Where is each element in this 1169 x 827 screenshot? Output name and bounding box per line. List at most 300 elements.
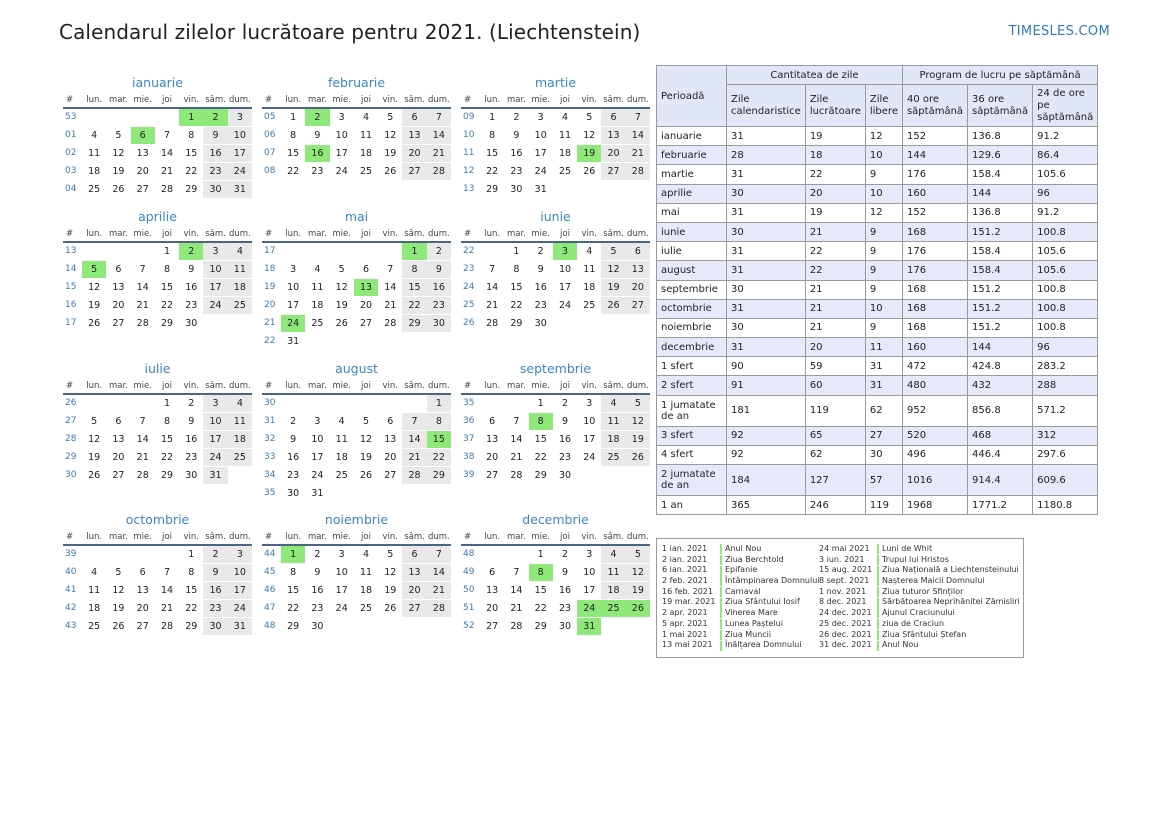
empty-day — [626, 466, 650, 484]
day-cell: 4 — [228, 394, 252, 412]
day-cell: 8 — [281, 563, 305, 581]
day-cell: 30 — [281, 484, 305, 502]
stats-row — [657, 146, 1098, 165]
weekday-header: # — [63, 529, 82, 545]
day-cell: 27 — [601, 162, 625, 180]
day-cell: 3 — [203, 242, 227, 260]
week-row — [262, 484, 451, 502]
weekday-header: sâm. — [402, 92, 426, 108]
period-label: iunie — [657, 222, 727, 241]
day-cell: 11 — [601, 412, 625, 430]
holiday-marker — [877, 619, 879, 629]
week-number: 10 — [461, 126, 480, 144]
stats-value: 30 — [727, 318, 806, 337]
stats-value: 152 — [902, 127, 967, 146]
stats-value: 288 — [1033, 376, 1098, 395]
weekday-header: joi — [354, 529, 378, 545]
month-table — [63, 529, 252, 636]
brand-link[interactable]: TIMESLES.COM — [1008, 24, 1110, 39]
weekday-header: sâm. — [402, 529, 426, 545]
day-cell: 25 — [228, 448, 252, 466]
stats-value: 105.6 — [1033, 261, 1098, 280]
day-cell: 11 — [553, 126, 577, 144]
stats-value: 22 — [805, 165, 865, 184]
day-cell: 29 — [529, 466, 553, 484]
empty-day — [354, 617, 378, 635]
holiday-marker — [720, 608, 722, 618]
day-cell: 11 — [82, 581, 106, 599]
holiday-date: 16 feb. 2021 — [662, 586, 713, 596]
day-cell: 2 — [427, 242, 451, 260]
day-cell: 5 — [626, 394, 650, 412]
day-cell: 18 — [577, 278, 601, 296]
day-cell: 14 — [155, 581, 179, 599]
holiday-marker — [720, 630, 722, 640]
stats-value: 92 — [727, 445, 806, 464]
week-row — [262, 260, 451, 278]
holiday-marker — [720, 566, 722, 576]
day-cell: 31 — [228, 180, 252, 198]
stats-value: 119 — [805, 395, 865, 426]
empty-day — [626, 180, 650, 198]
empty-day — [427, 617, 451, 635]
day-cell: 1 — [179, 545, 203, 563]
day-cell: 3 — [330, 545, 354, 563]
holiday-marker — [877, 630, 879, 640]
day-cell: 1 — [529, 545, 553, 563]
stats-value: 12 — [865, 127, 902, 146]
day-cell: 26 — [601, 296, 625, 314]
stats-value: 151.2 — [968, 318, 1033, 337]
empty-day — [378, 394, 402, 412]
empty-day — [601, 466, 625, 484]
day-cell: 14 — [131, 278, 155, 296]
weekday-header: # — [461, 529, 480, 545]
day-cell: 12 — [378, 563, 402, 581]
day-cell: 5 — [330, 260, 354, 278]
week-row — [461, 260, 650, 278]
day-cell: 2 — [504, 108, 528, 126]
empty-day — [626, 617, 650, 635]
holiday-item — [662, 544, 820, 555]
sub-header: Zile lucrătoare — [805, 85, 865, 127]
week-number: 15 — [63, 278, 82, 296]
week-row — [262, 466, 451, 484]
day-cell: 10 — [281, 278, 305, 296]
weekday-header: vin. — [179, 529, 203, 545]
week-row — [461, 430, 650, 448]
empty-day — [82, 242, 106, 260]
week-row — [461, 448, 650, 466]
stats-value: 151.2 — [968, 280, 1033, 299]
week-number: 32 — [262, 430, 281, 448]
day-cell: 16 — [553, 581, 577, 599]
day-cell: 23 — [553, 448, 577, 466]
day-cell: 3 — [577, 394, 601, 412]
day-cell: 1 — [504, 242, 528, 260]
week-number: 11 — [461, 144, 480, 162]
empty-day — [106, 108, 130, 126]
day-cell: 6 — [106, 412, 130, 430]
stats-value: 86.4 — [1033, 146, 1098, 165]
month-name: august — [335, 361, 378, 376]
day-cell: 5 — [82, 412, 106, 430]
weekday-header: mar. — [106, 226, 130, 242]
empty-day — [131, 545, 155, 563]
stats-value: 31 — [727, 242, 806, 261]
week-row — [63, 412, 252, 430]
weekday-header: sâm. — [601, 378, 625, 394]
week-row — [63, 563, 252, 581]
month-octombrie — [63, 511, 252, 636]
holiday-day: 3 — [553, 242, 577, 260]
stats-value: 158.4 — [968, 165, 1033, 184]
stats-value: 20 — [805, 184, 865, 203]
stats-value: 151.2 — [968, 299, 1033, 318]
holiday-date: 25 dec. 2021 — [819, 618, 872, 628]
empty-day — [155, 108, 179, 126]
day-cell: 30 — [305, 617, 329, 635]
stats-value: 31 — [727, 338, 806, 357]
day-cell: 7 — [131, 412, 155, 430]
day-cell: 24 — [203, 296, 227, 314]
weekday-header: dum. — [228, 529, 252, 545]
day-cell: 25 — [354, 599, 378, 617]
week-row — [461, 581, 650, 599]
day-cell: 19 — [82, 296, 106, 314]
holiday-name: ziua de Craciun — [882, 618, 945, 628]
day-cell: 31 — [529, 180, 553, 198]
holiday-marker — [720, 555, 722, 565]
day-cell: 19 — [626, 581, 650, 599]
weekday-header: lun. — [480, 529, 504, 545]
day-cell: 18 — [228, 430, 252, 448]
stats-value: 31 — [865, 357, 902, 376]
day-cell: 9 — [305, 126, 329, 144]
day-cell: 18 — [601, 430, 625, 448]
day-cell: 21 — [504, 448, 528, 466]
stats-value: 100.8 — [1033, 299, 1098, 318]
stats-value: 31 — [727, 203, 806, 222]
day-cell: 23 — [504, 162, 528, 180]
week-row — [262, 144, 451, 162]
day-cell: 21 — [131, 296, 155, 314]
stats-value: 9 — [865, 280, 902, 299]
day-cell: 22 — [529, 448, 553, 466]
weekday-header: dum. — [626, 226, 650, 242]
stats-value: 105.6 — [1033, 165, 1098, 184]
weekday-header: lun. — [480, 226, 504, 242]
stats-row — [657, 280, 1098, 299]
day-cell: 28 — [480, 314, 504, 332]
day-cell: 28 — [402, 466, 426, 484]
week-row — [63, 108, 252, 126]
weekday-header: joi — [553, 92, 577, 108]
empty-day — [577, 180, 601, 198]
day-cell: 29 — [179, 617, 203, 635]
holiday-name: Întâmpinarea Domnului — [725, 576, 820, 586]
month-martie — [461, 74, 650, 199]
holiday-item — [662, 576, 820, 587]
weekday-header: lun. — [281, 226, 305, 242]
weekday-header: # — [461, 226, 480, 242]
month-aprilie — [63, 208, 252, 333]
day-cell: 26 — [106, 617, 130, 635]
day-cell: 29 — [529, 617, 553, 635]
weekday-header: vin. — [179, 378, 203, 394]
stats-row — [657, 426, 1098, 445]
day-cell: 23 — [203, 599, 227, 617]
stats-row — [657, 261, 1098, 280]
stats-value: 19 — [805, 127, 865, 146]
stats-value: 21 — [805, 280, 865, 299]
day-cell: 17 — [228, 581, 252, 599]
week-row — [262, 581, 451, 599]
stats-value: 246 — [805, 496, 865, 515]
month-table — [262, 378, 451, 503]
weekday-header: sâm. — [402, 378, 426, 394]
month-table — [63, 378, 252, 485]
day-cell: 25 — [553, 162, 577, 180]
day-cell: 6 — [378, 412, 402, 430]
day-cell: 24 — [228, 599, 252, 617]
week-row — [262, 430, 451, 448]
holiday-name: Ajunul Craciunului — [882, 608, 955, 618]
day-cell: 22 — [529, 599, 553, 617]
day-cell: 5 — [577, 108, 601, 126]
day-cell: 20 — [131, 599, 155, 617]
day-cell: 26 — [378, 599, 402, 617]
day-cell: 15 — [155, 278, 179, 296]
day-cell: 22 — [179, 599, 203, 617]
week-row — [262, 599, 451, 617]
week-number: 51 — [461, 599, 480, 617]
day-cell: 15 — [155, 430, 179, 448]
stats-value: 9 — [865, 222, 902, 241]
day-cell: 22 — [281, 162, 305, 180]
stats-row — [657, 184, 1098, 203]
day-cell: 23 — [203, 162, 227, 180]
period-label: 2 sfert — [657, 376, 727, 395]
stats-value: 520 — [902, 426, 967, 445]
week-row — [262, 448, 451, 466]
week-number: 49 — [461, 563, 480, 581]
holiday-date: 1 nov. 2021 — [819, 586, 867, 596]
period-label: 2 jumatate de an — [657, 465, 727, 496]
weekday-header: sâm. — [402, 226, 426, 242]
day-cell: 31 — [203, 466, 227, 484]
month-table — [461, 226, 650, 333]
day-cell: 28 — [504, 466, 528, 484]
week-number: 30 — [63, 466, 82, 484]
weekday-header: joi — [155, 529, 179, 545]
stats-value: 30 — [865, 445, 902, 464]
empty-day — [427, 484, 451, 502]
day-cell: 19 — [378, 144, 402, 162]
day-cell: 13 — [131, 144, 155, 162]
day-cell: 2 — [553, 545, 577, 563]
day-cell: 21 — [626, 144, 650, 162]
day-cell: 21 — [480, 296, 504, 314]
day-cell: 30 — [179, 466, 203, 484]
holiday-name: Trupul lui Hristos — [882, 554, 949, 564]
week-number: 02 — [63, 144, 82, 162]
weekday-header: lun. — [281, 529, 305, 545]
day-cell: 4 — [82, 126, 106, 144]
day-cell: 24 — [203, 448, 227, 466]
stats-value: 90 — [727, 357, 806, 376]
month-table — [262, 226, 451, 351]
day-cell: 10 — [228, 563, 252, 581]
week-number: 35 — [461, 394, 480, 412]
weekday-header: dum. — [427, 226, 451, 242]
holiday-marker — [720, 598, 722, 608]
week-row — [63, 180, 252, 198]
day-cell: 12 — [354, 430, 378, 448]
day-cell: 10 — [529, 126, 553, 144]
empty-day — [106, 394, 130, 412]
day-cell: 13 — [402, 126, 426, 144]
day-cell: 17 — [281, 296, 305, 314]
stats-value: 30 — [727, 184, 806, 203]
holiday-name: Carnaval — [725, 586, 761, 596]
day-cell: 8 — [281, 126, 305, 144]
holiday-item — [819, 597, 1020, 608]
day-cell: 21 — [402, 448, 426, 466]
stats-value: 168 — [902, 222, 967, 241]
weekday-header: vin. — [577, 226, 601, 242]
day-cell: 27 — [131, 180, 155, 198]
stats-value: 60 — [805, 376, 865, 395]
weekday-header: mie. — [131, 529, 155, 545]
holiday-date: 31 dec. 2021 — [819, 640, 872, 650]
day-cell: 7 — [480, 260, 504, 278]
week-number: 17 — [63, 314, 82, 332]
empty-day — [131, 108, 155, 126]
week-number: 39 — [63, 545, 82, 563]
stats-row — [657, 338, 1098, 357]
week-number: 38 — [461, 448, 480, 466]
month-table — [63, 92, 252, 199]
day-cell: 11 — [577, 260, 601, 278]
day-cell: 28 — [427, 162, 451, 180]
stats-value: 62 — [805, 445, 865, 464]
weekday-header: mar. — [504, 226, 528, 242]
stats-value: 91.2 — [1033, 127, 1098, 146]
stats-row — [657, 222, 1098, 241]
weekday-header: vin. — [179, 226, 203, 242]
holiday-date: 2 feb. 2021 — [662, 576, 708, 586]
day-cell: 20 — [131, 162, 155, 180]
stats-row — [657, 395, 1098, 426]
day-cell: 13 — [626, 260, 650, 278]
week-number: 36 — [461, 412, 480, 430]
day-cell: 17 — [203, 278, 227, 296]
day-cell: 14 — [626, 126, 650, 144]
holiday-date: 3 iun. 2021 — [819, 554, 865, 564]
week-row — [262, 314, 451, 332]
stats-value: 151.2 — [968, 222, 1033, 241]
week-row — [63, 466, 252, 484]
day-cell: 5 — [378, 108, 402, 126]
week-row — [461, 108, 650, 126]
holiday-day: 24 — [577, 599, 601, 617]
day-cell: 7 — [131, 260, 155, 278]
stats-value: 136.8 — [968, 203, 1033, 222]
day-cell: 8 — [155, 412, 179, 430]
week-row — [63, 448, 252, 466]
day-cell: 27 — [402, 599, 426, 617]
weekday-header: # — [262, 92, 281, 108]
week-number: 17 — [262, 242, 281, 260]
stats-value: 57 — [865, 465, 902, 496]
stats-value: 1968 — [902, 496, 967, 515]
weekday-header: # — [461, 92, 480, 108]
day-cell: 7 — [402, 412, 426, 430]
day-cell: 16 — [203, 144, 227, 162]
day-cell: 20 — [402, 144, 426, 162]
day-cell: 25 — [228, 296, 252, 314]
week-number: 19 — [262, 278, 281, 296]
month-mai — [262, 208, 451, 351]
period-label: iulie — [657, 242, 727, 261]
holiday-item — [662, 640, 820, 651]
day-cell: 27 — [402, 162, 426, 180]
holiday-name: Nașterea Maicii Domnului — [882, 576, 985, 586]
day-cell: 5 — [626, 545, 650, 563]
day-cell: 21 — [155, 162, 179, 180]
stats-value: 297.6 — [1033, 445, 1098, 464]
stats-value: 119 — [865, 496, 902, 515]
day-cell: 24 — [553, 296, 577, 314]
day-cell: 6 — [402, 108, 426, 126]
day-cell: 11 — [354, 126, 378, 144]
holiday-name: Ziua Muncii — [725, 629, 772, 639]
week-number: 18 — [262, 260, 281, 278]
week-row — [63, 599, 252, 617]
week-row — [461, 617, 650, 635]
day-cell: 10 — [203, 412, 227, 430]
day-cell: 21 — [504, 599, 528, 617]
day-cell: 9 — [553, 563, 577, 581]
day-cell: 19 — [354, 448, 378, 466]
day-cell: 13 — [106, 278, 130, 296]
day-cell: 21 — [131, 448, 155, 466]
holiday-item — [819, 630, 1020, 641]
empty-day — [281, 242, 305, 260]
weekday-header: sâm. — [203, 378, 227, 394]
day-cell: 11 — [330, 430, 354, 448]
day-cell: 28 — [378, 314, 402, 332]
week-row — [63, 278, 252, 296]
stats-value: 168 — [902, 280, 967, 299]
day-cell: 17 — [203, 430, 227, 448]
stats-value: 31 — [727, 299, 806, 318]
week-number: 31 — [262, 412, 281, 430]
stats-value: 1180.8 — [1033, 496, 1098, 515]
empty-day — [82, 545, 106, 563]
sub-header: 36 ore săptămână — [968, 85, 1033, 127]
day-cell: 4 — [553, 108, 577, 126]
holiday-item — [662, 555, 820, 566]
weekday-header: vin. — [577, 92, 601, 108]
weekday-header: vin. — [378, 378, 402, 394]
holiday-day: 16 — [305, 144, 329, 162]
day-cell: 20 — [354, 296, 378, 314]
day-cell: 1 — [281, 108, 305, 126]
day-cell: 21 — [155, 599, 179, 617]
period-label: decembrie — [657, 338, 727, 357]
